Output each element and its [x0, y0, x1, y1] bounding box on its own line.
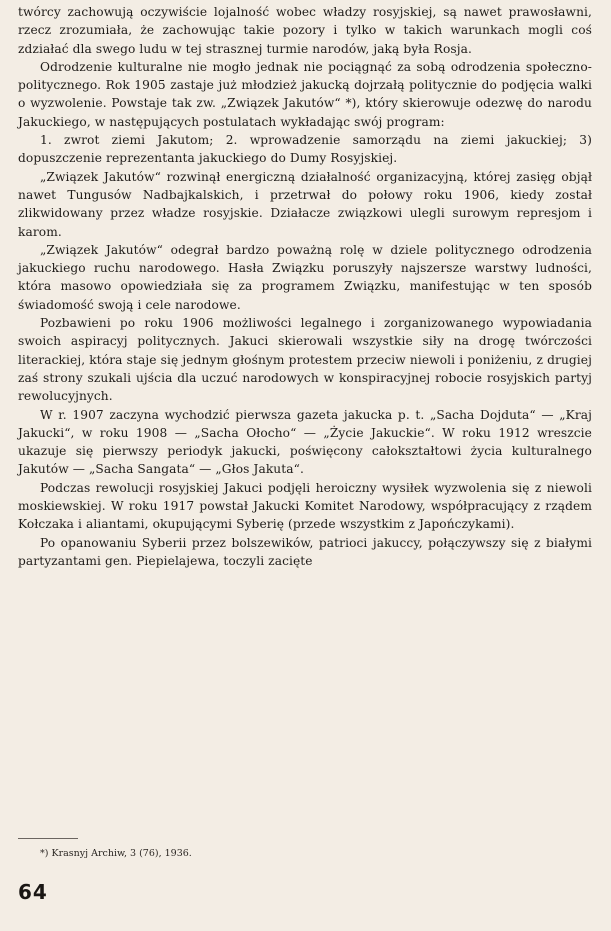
page-number: 64	[18, 880, 48, 904]
paragraph-9: Po opanowaniu Syberii przez bolszewików, patrioci jakuccy, połączywszy się z białymi partyzantami gen. Piepielajewa, toczyli zacięte	[18, 535, 592, 568]
paragraph-2: Odrodzenie kulturalne nie mogło jednak nie pociągnąć za sobą odrodzenia społeczno-politycznego. Rok 1905 zastaje już młodzież jakucką dojrzałą politycznie do podjęcia walki o wyzwolenie. Powstaje tak zw. „Związek Jakutów“ *), który skierowuje odezwę do narodu Jakuckiego, w następujących postulatach wykładając swój program:	[18, 59, 592, 129]
paragraph-5: „Związek Jakutów“ odegrał bardzo poważną rolę w dziele politycznego odrodzenia jakuckiego ruchu narodowego. Hasła Związku poruszyły najszersze warstwy ludności, która masowo opowiedziała się za programem Związku, manifestując w ten sposób świadomość swoją i cele narodowe.	[18, 242, 592, 312]
paragraph-6: Pozbawieni po roku 1906 możliwości legalnego i zorganizowanego wypowiadania swoich aspiracyj politycznych. Jakuci skierowali wszystkie siły na drogę twórczości literackiej, która staje się jednym głośnym protestem przeciw niewoli i poniżeniu, z drugiej zaś strony szukali ujścia dla uczuć narodowych w konspiracyjnej robocie rosyjskich partyj rewolucyjnych.	[18, 316, 592, 404]
paragraph-4: „Związek Jakutów“ rozwinął energiczną działalność organizacyjną, której zasięg objął nawet Tungusów Nadbajkalskich, i przetrwał do połowy roku 1906, kiedy został zlikwidowany przez władze rosyjskie. Działacze związkowi ulegli surowym represjom i karom.	[18, 169, 592, 239]
paragraph-3: 1. zwrot ziemi Jakutom; 2. wprowadzenie samorządu na ziemi jakuckiej; 3) dopuszczenie reprezentanta jakuckiego do Dumy Rosyjskiej.	[18, 133, 592, 166]
body-text	[18, 3, 592, 570]
footnote-rule	[18, 838, 78, 839]
paragraph-8: Podczas rewolucji rosyjskiej Jakuci podjęli heroiczny wysiłek wyzwolenia się z niewoli moskiewskiej. W roku 1917 powstał Jakucki Komitet Narodowy, współpracujący z rządem Kołczaka i aliantami, okupującymi Syberię (przede wszystkim z Japończykami).	[18, 480, 592, 532]
book-page	[18, 0, 592, 931]
paragraph-1: twórcy zachowują oczywiście lojalność wobec władzy rosyjskiej, są nawet prawosławni, rzecz zrozumiała, że zachowując takie pozory i tylko w takich warunkach mogli coś zdziałać dla swego ludu w tej strasznej turmie narodów, jaką była Rosja.	[18, 5, 592, 56]
footnote: *) Krasnyj Archiw, 3 (76), 1936.	[40, 848, 192, 859]
paragraph-7: W r. 1907 zaczyna wychodzić pierwsza gazeta jakucka p. t. „Sacha Dojduta“ — „Kraj Jakucki“, w roku 1908 — „Sacha Ołocho“ — „Życie Jakuckie“. W roku 1912 wreszcie ukazuje się pierwszy periodyk jakucki, poświęcony całokształtowi życia kulturalnego Jakutów — „Sacha Sangata“ — „Głos Jakuta“.	[18, 407, 592, 477]
